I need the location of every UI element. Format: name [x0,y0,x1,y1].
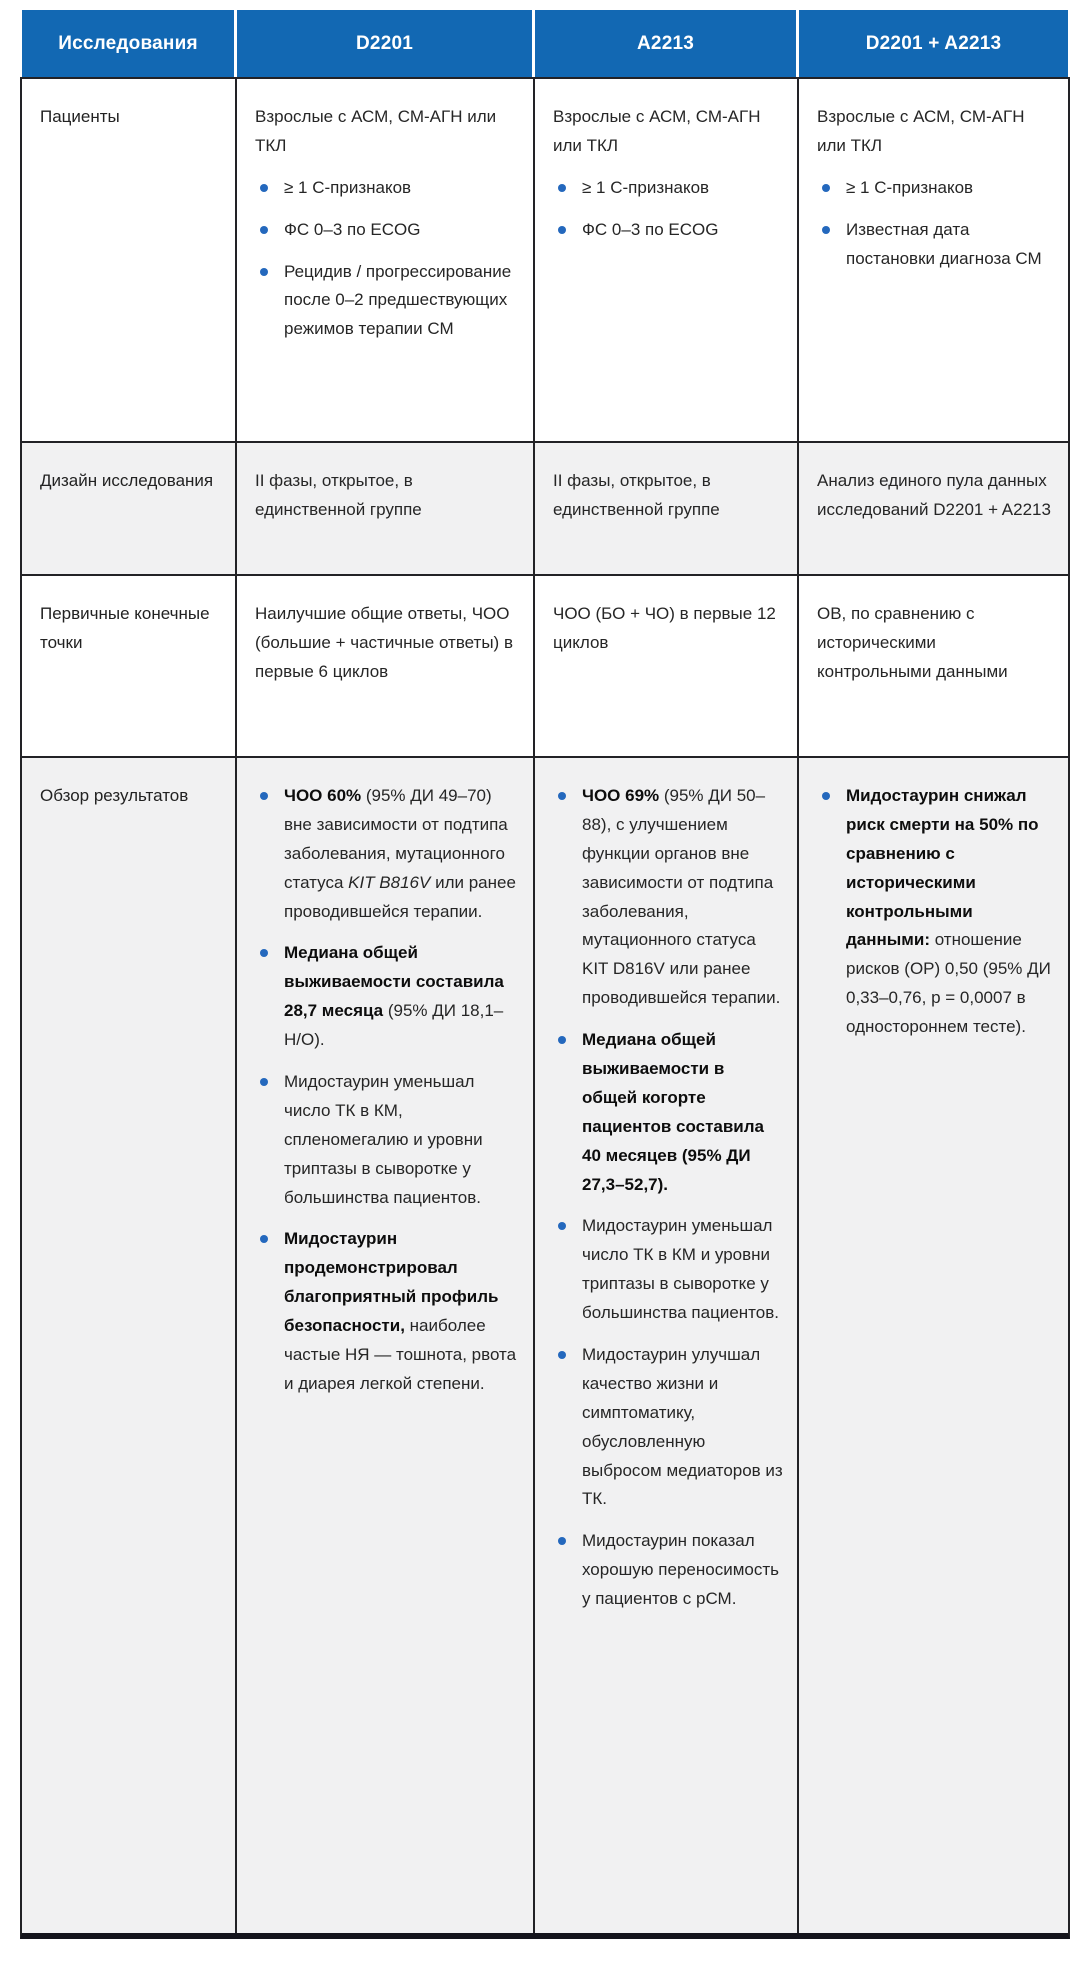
text-segment: Взрослые с АСМ, СМ-АГН или ТКЛ [255,107,497,155]
paragraph [255,467,519,525]
paragraph [817,600,1054,687]
bullet-dot-icon [260,268,268,276]
bullet-item [255,939,519,1055]
bullet-dot-icon [260,792,268,800]
table-cell [535,79,799,441]
bullet-item [553,1341,783,1514]
text-segment: Мидостаурин показал хорошую переносимость у пациентов с рСМ. [582,1531,779,1609]
bullet-dot-icon [260,1235,268,1243]
text-segment: (95% ДИ 18,1–Н/О). [284,1001,504,1050]
text-segment: KIT B816V [348,872,431,892]
table-row [20,443,1070,576]
bullet-item [553,782,783,1013]
bullet-item [255,1225,519,1398]
text-segment: Мидостаурин улучшал качество жизни и симптоматику, обусловленную выбросом медиаторов из ТК. [582,1345,783,1509]
bullet-item [817,782,1054,1042]
paragraph [553,467,783,525]
table-body [20,77,1070,1939]
table-cell [535,443,799,574]
bullet-item [255,258,519,345]
bullet-dot-icon [558,1222,566,1230]
text-segment: ЧОО (БО + ЧО) в первые 12 циклов [553,604,776,652]
row-label [22,443,237,574]
table-header-row [22,10,1068,77]
text-segment: (95% ДИ 50–88), с улучшением функции органов вне зависимости от подтипа заболевания, мутационного статуса KIT D816V или ранее проводившейся терапии. [582,786,781,1008]
header-cell-d2201: D2201 [237,10,535,77]
text-segment: ≥ 1 С-признаков [582,177,710,197]
text-segment: Взрослые с АСМ, СМ-АГН или ТКЛ [553,107,761,155]
bullet-item [817,216,1054,274]
row-label [22,79,237,441]
text-segment: ЧОО 60% [284,786,362,805]
text-segment: ФС 0–3 по ECOG [284,219,421,239]
bullet-dot-icon [260,1078,268,1086]
bullet-dot-icon [558,226,566,234]
row-label-text: Пациенты [40,107,120,126]
text-segment: Мидостаурин уменьшал число ТК в КМ и уровни триптазы в сыворотке у большинства пациентов. [582,1216,779,1323]
paragraph [817,467,1054,525]
bullet-dot-icon [558,1351,566,1359]
text-segment: Мидостаурин продемонстрировал благоприятный профиль безопасности, [284,1229,499,1336]
text-segment: Взрослые с АСМ, СМ-АГН или ТКЛ [817,107,1025,155]
table-row [20,79,1070,443]
paragraph [255,600,519,687]
bullet-item [553,1212,783,1328]
bullet-item [255,174,519,203]
table-cell [237,576,535,756]
text-segment: Мидостаурин уменьшал число ТК в КМ, спленомегалию и уровни триптазы в сыворотке у большинства пациентов. [284,1072,483,1207]
header-cell-d2201-a2213: D2201 + A2213 [799,10,1068,77]
text-segment: II фазы, открытое, в единственной группе [255,471,422,519]
bullet-dot-icon [558,1036,566,1044]
table-cell [799,79,1068,441]
text-segment: ФС 0–3 по ECOG [582,219,719,239]
text-segment: Мидостаурин снижал риск смерти на 50% по сравнению с историческими контрольными данными: [846,786,1039,950]
table-cell [799,576,1068,756]
table-cell [799,443,1068,574]
paragraph [553,600,783,658]
text-segment: (95% ДИ 49–70) вне зависимости от подтипа заболевания, мутационного статуса [284,786,508,892]
row-label-text: Обзор результатов [40,786,189,805]
header-cell-a2213: A2213 [535,10,799,77]
bullet-dot-icon [260,226,268,234]
table-row [20,758,1070,1939]
bullet-item [255,1068,519,1212]
bullet-item [553,1527,783,1614]
paragraph [553,103,783,161]
bullet-item [553,216,783,245]
table-cell [535,758,799,1933]
bullet-dot-icon [558,184,566,192]
row-label [22,758,237,1933]
paragraph [255,103,519,161]
text-segment: Медиана общей выживаемости составила 28,7 месяца [284,943,504,1021]
studies-comparison-table [20,10,1070,1939]
bullet-item [553,174,783,203]
row-label-text: Первичные конечные точки [40,604,210,652]
table-cell [237,443,535,574]
text-segment: Рецидив / прогрессирование после 0–2 предшествующих режимов терапии СМ [284,261,512,339]
bullet-dot-icon [822,792,830,800]
table-row [20,576,1070,758]
text-segment: ОВ, по сравнению с историческими контрольными данными [817,604,1008,681]
bullet-dot-icon [558,792,566,800]
table-cell [799,758,1068,1933]
bullet-dot-icon [822,184,830,192]
text-segment: или ранее проводившейся терапии. [284,872,516,921]
text-segment: Медиана общей выживаемости в общей когорте пациентов составила 40 месяцев (95% ДИ 27,3–52,7). [582,1030,765,1194]
bullet-dot-icon [260,184,268,192]
text-segment: отношение рисков (ОР) 0,50 (95% ДИ 0,33–0,76, p = 0,0007 в одностороннем тесте). [846,930,1051,1037]
table-cell [237,79,535,441]
bullet-item [817,174,1054,203]
bullet-item [255,216,519,245]
bullet-dot-icon [558,1537,566,1545]
bullet-item [553,1026,783,1199]
header-cell-studies: Исследования [22,10,237,77]
table-cell [237,758,535,1933]
text-segment: Наилучшие общие ответы, ЧОО (большие + частичные ответы) в первые 6 циклов [255,604,513,681]
row-label [22,576,237,756]
bullet-item [255,782,519,926]
bullet-dot-icon [260,949,268,957]
text-segment: II фазы, открытое, в единственной группе [553,471,720,519]
text-segment: Анализ единого пула данных исследований D2201 + A2213 [817,471,1051,519]
paragraph [817,103,1054,161]
text-segment: наиболее частые НЯ — тошнота, рвота и диарея легкой степени. [284,1316,517,1393]
table-cell [535,576,799,756]
text-segment: Известная дата постановки диагноза СМ [846,219,1042,268]
row-label-text: Дизайн исследования [40,471,214,490]
bullet-dot-icon [822,226,830,234]
text-segment: ≥ 1 С-признаков [846,177,974,197]
text-segment: ЧОО 69% [582,786,660,805]
text-segment: ≥ 1 С-признаков [284,177,412,197]
